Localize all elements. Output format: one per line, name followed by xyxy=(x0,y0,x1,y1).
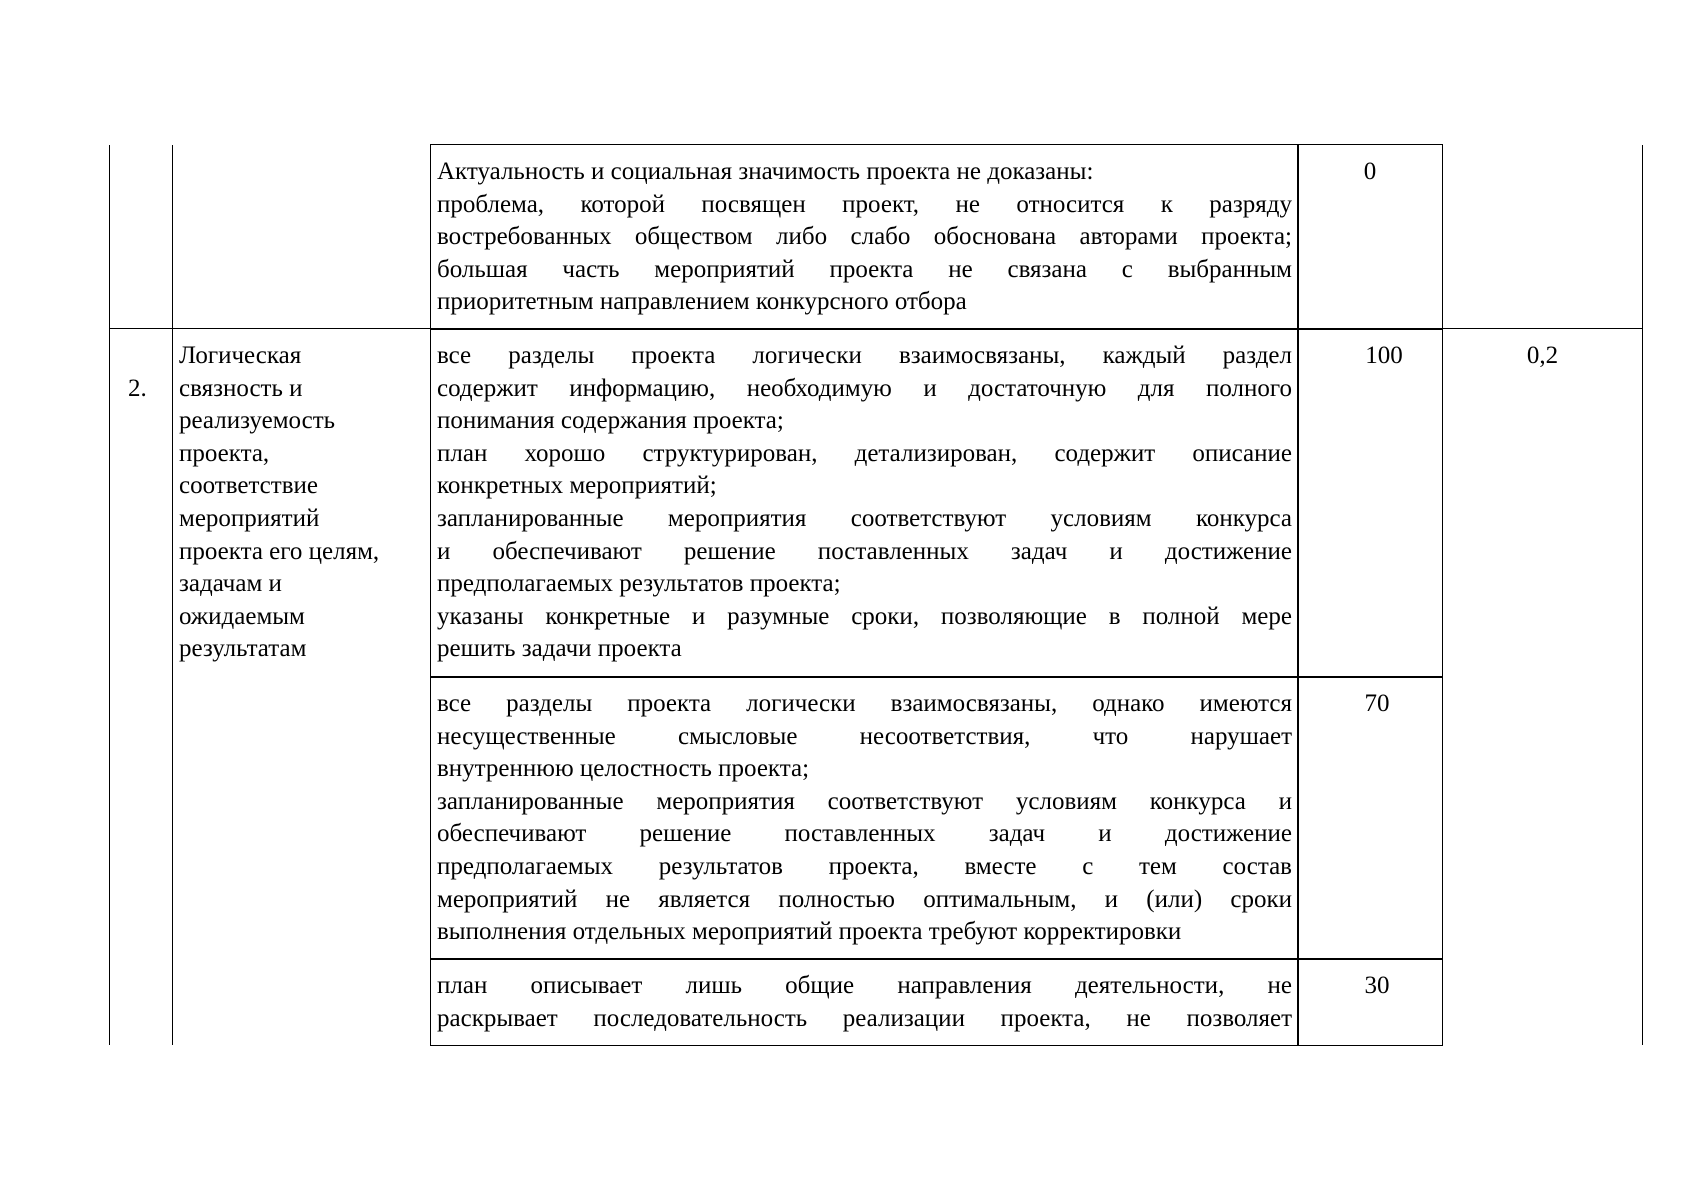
text-line: понимания содержания проекта; xyxy=(437,407,784,435)
criterion-line: ожидаемым xyxy=(179,602,305,630)
text-line: содержит информацию, необходимую и достаточную для полного xyxy=(437,374,1292,402)
text-line: большая часть мероприятий проекта не связана с выбранным xyxy=(437,255,1292,283)
criterion-weight: 0,2 xyxy=(1526,342,1559,369)
text-line: проблема, которой посвящен проект, не относится к разряду xyxy=(437,190,1292,218)
text-line: внутреннюю целостность проекта; xyxy=(437,755,810,783)
criterion-line: реализуемость xyxy=(179,407,336,435)
text-line: все разделы проекта логически взаимосвязаны, каждый раздел xyxy=(437,342,1292,369)
text-line: раскрывает последовательность реализации проекта, не позволяет xyxy=(437,1004,1292,1032)
level-100-description xyxy=(437,340,1292,666)
table-right-border xyxy=(1642,145,1643,1045)
text-line: план хорошо структурирован, детализирован, содержит описание xyxy=(437,439,1292,467)
number-column-border xyxy=(172,145,173,1045)
level-100-score: 100 xyxy=(1365,342,1403,369)
text-line: все разделы проекта логически взаимосвязаны, однако имеются xyxy=(437,690,1292,717)
text-line: указаны конкретные и разумные сроки, позволяющие в полной мере xyxy=(437,602,1292,630)
table-left-border xyxy=(109,145,110,1045)
criterion-name xyxy=(179,340,427,666)
text-line: и обеспечивают решение поставленных задач и достижение xyxy=(437,537,1292,565)
criterion-line: проекта, xyxy=(179,439,270,467)
row-number: 2. xyxy=(128,375,147,402)
text-line: запланированные мероприятия соответствуют условиям конкурса xyxy=(437,504,1292,532)
text-line: план описывает лишь общие направления деятельности, не xyxy=(437,972,1292,999)
top-row-description xyxy=(437,156,1292,319)
text-line: востребованных обществом либо слабо обоснована авторами проекта; xyxy=(437,223,1292,251)
criterion-line: результатам xyxy=(179,635,307,663)
text-line: конкретных мероприятий; xyxy=(437,472,717,500)
text-line: предполагаемых результатов проекта, вместе с тем состав xyxy=(437,852,1292,880)
text-line: Актуальность и социальная значимость проекта не доказаны: xyxy=(437,158,1094,185)
level-100-score-cell xyxy=(1297,328,1443,678)
criterion-line: задачам и xyxy=(179,570,282,598)
text-line: приоритетным направлением конкурсного отбора xyxy=(437,288,967,316)
criterion-line: соответствие xyxy=(179,472,318,500)
criterion-line: Логическая xyxy=(179,342,302,369)
level-30-score: 30 xyxy=(1364,972,1390,999)
criterion-line: проекта его целям, xyxy=(179,537,380,565)
top-row-score: 0 xyxy=(1363,158,1377,185)
text-line: обеспечивают решение поставленных задач и достижение xyxy=(437,820,1292,848)
text-line: запланированные мероприятия соответствуют условиям конкурса и xyxy=(437,787,1292,815)
text-line: выполнения отдельных мероприятий проекта требуют корректировки xyxy=(437,918,1182,946)
level-70-score: 70 xyxy=(1364,690,1390,717)
level-70-description xyxy=(437,688,1292,949)
criterion-line: связность и xyxy=(179,374,303,402)
text-line: несущественные смысловые несоответствия, что нарушает xyxy=(437,722,1292,750)
level-30-description xyxy=(437,970,1292,1035)
text-line: решить задачи проекта xyxy=(437,635,682,663)
row-separator-left xyxy=(109,328,431,329)
row-separator-right xyxy=(1442,328,1642,329)
text-line: мероприятий не является полностью оптимальным, и (или) сроки xyxy=(437,885,1292,913)
text-line: предполагаемых результатов проекта; xyxy=(437,570,841,598)
criterion-line: мероприятий xyxy=(179,504,320,532)
